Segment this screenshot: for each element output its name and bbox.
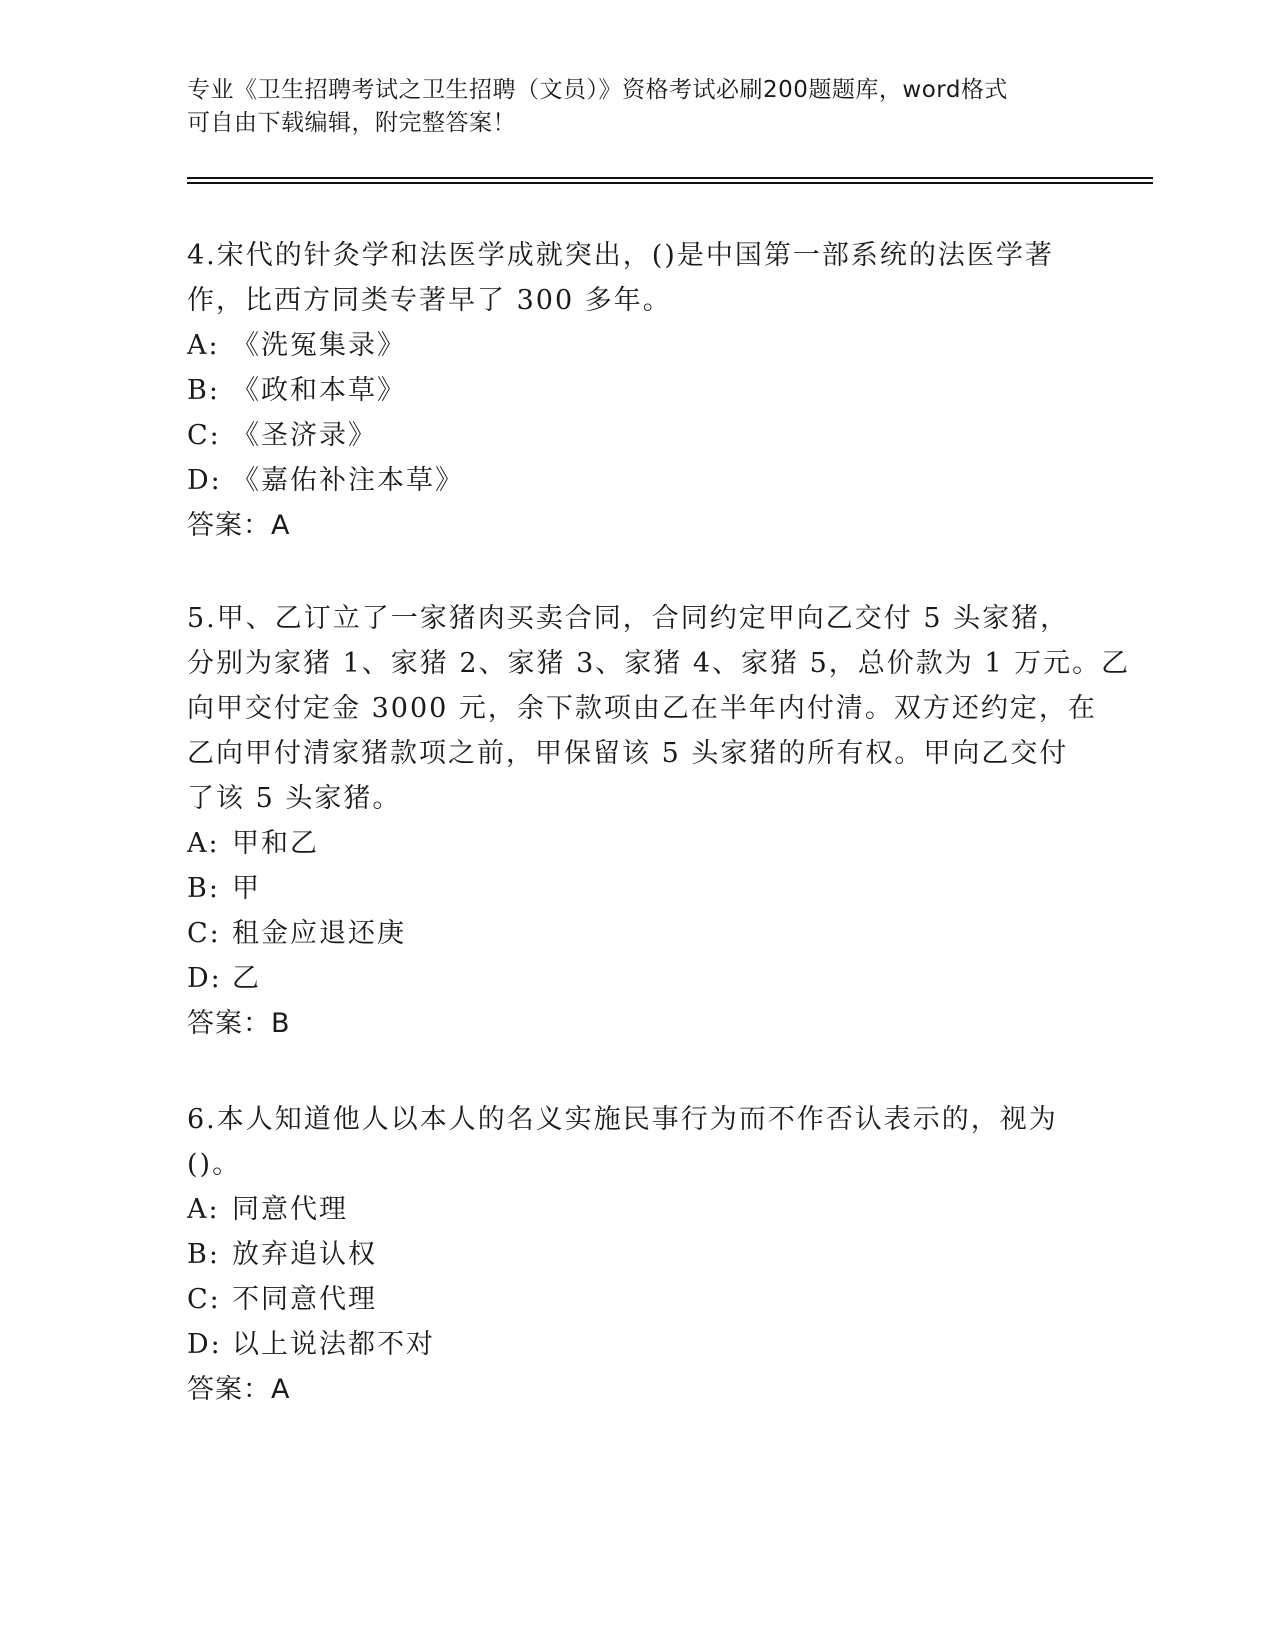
option-letter: B: (187, 873, 220, 904)
option-b (187, 866, 1087, 911)
option-letter: A: (187, 828, 220, 859)
question-6 (187, 1097, 1087, 1412)
option-text: 《圣济录》 (232, 420, 377, 451)
option-text: 不同意代理 (232, 1284, 377, 1315)
option-d (187, 458, 1087, 503)
option-letter: D: (187, 465, 222, 496)
question-text-line: ()。 (187, 1149, 242, 1180)
option-text: 放弃追认权 (232, 1239, 377, 1270)
header-divider-bottom (187, 182, 1153, 184)
option-a (187, 1187, 1087, 1232)
option-letter: B: (187, 1239, 220, 1270)
question-text-line: 乙向甲付清家猪款项之前，甲保留该 5 头家猪的所有权。甲向乙交付 (187, 738, 1069, 769)
header-line-1: 专业《卫生招聘考试之卫生招聘（文员）》资格考试必刷200题题库，word格式 (187, 77, 1008, 103)
option-b (187, 368, 1087, 413)
question-text-line: 5.甲、乙订立了一家猪肉买卖合同，合同约定甲向乙交付 5 头家猪， (187, 603, 1070, 634)
document-header (187, 74, 1067, 140)
option-text: 甲 (232, 873, 261, 904)
answer-line: 答案：A (187, 1374, 291, 1405)
header-divider-top (187, 177, 1153, 179)
option-c (187, 413, 1087, 458)
option-text: 租金应退还庚 (232, 918, 406, 949)
option-letter: D: (187, 963, 222, 994)
option-text: 甲和乙 (232, 828, 319, 859)
answer-line: 答案：B (187, 1008, 291, 1039)
answer-line: 答案：A (187, 510, 291, 541)
question-text-line: 6.本人知道他人以本人的名义实施民事行为而不作否认表示的，视为 (187, 1104, 1058, 1135)
option-c (187, 1277, 1087, 1322)
option-d (187, 956, 1087, 1001)
option-text: 《嘉佑补注本草》 (232, 465, 464, 496)
question-text-line: 分别为家猪 1、家猪 2、家猪 3、家猪 4、家猪 5，总价款为 1 万元。乙 (187, 648, 1131, 679)
question-5 (187, 596, 1131, 1046)
option-c (187, 911, 1087, 956)
option-d (187, 1322, 1087, 1367)
option-letter: B: (187, 375, 220, 406)
option-a (187, 323, 1087, 368)
option-letter: A: (187, 1194, 220, 1225)
question-text-line: 了该 5 头家猪。 (187, 783, 402, 814)
question-4 (187, 233, 1087, 548)
option-text: 以上说法都不对 (232, 1329, 435, 1360)
option-letter: C: (187, 1284, 221, 1315)
option-letter: C: (187, 420, 221, 451)
option-text: 乙 (232, 963, 261, 994)
header-line-2: 可自由下载编辑，附完整答案！ (187, 110, 516, 136)
option-b (187, 1232, 1087, 1277)
option-text: 同意代理 (232, 1194, 348, 1225)
option-text: 《政和本草》 (232, 375, 406, 406)
option-text: 《洗冤集录》 (232, 330, 406, 361)
option-a (187, 821, 1087, 866)
question-text-line: 向甲交付定金 3000 元，余下款项由乙在半年内付清。双方还约定，在 (187, 693, 1097, 724)
question-text-line: 作，比西方同类专著早了 300 多年。 (187, 285, 672, 316)
option-letter: A: (187, 330, 220, 361)
option-letter: D: (187, 1329, 222, 1360)
question-text-line: 4.宋代的针灸学和法医学成就突出，()是中国第一部系统的法医学著 (187, 240, 1054, 271)
option-letter: C: (187, 918, 221, 949)
